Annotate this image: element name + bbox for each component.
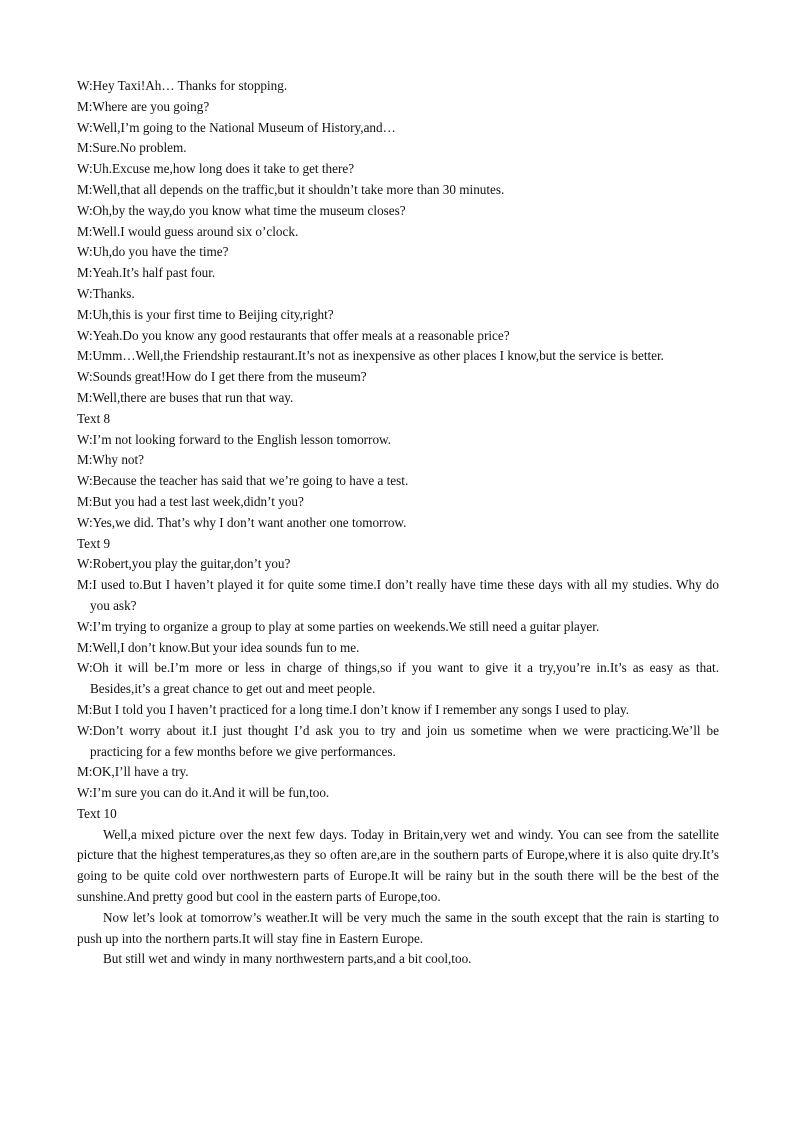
dialogue-line: W:Don’t worry about it.I just thought I’d ask you to try and join us sometime when we were practicing.We’ll be practicing for a few months before we give performances. [77, 722, 719, 759]
dialogue-line: W:Well,I’m going to the National Museum of History,and… [77, 119, 396, 135]
dialogue-line: W:Oh it will be.I’m more or less in charge of things,so if you want to give it a try,you’re in.It’s as easy as that. Besides,it’s a great chance to get out and meet people. [77, 660, 719, 697]
weather-paragraph: But still wet and windy in many northwestern parts,and a bit cool,too. [103, 951, 472, 967]
dialogue-line: M:Sure.No problem. [77, 140, 187, 156]
dialogue-line: M:Uh,this is your first time to Beijing city,right? [77, 306, 334, 322]
dialogue-line: M:Umm…Well,the Friendship restaurant.It’s not as inexpensive as other places I know,but the service is better. [77, 348, 664, 364]
dialogue-line: W:Hey Taxi!Ah… Thanks for stopping. [77, 78, 288, 93]
dialogue-line: W:I’m trying to organize a group to play at some parties on weekends.We still need a guitar player. [77, 618, 600, 634]
section-heading-text9: Text 9 [77, 535, 111, 551]
weather-paragraph: Well,a mixed picture over the next few days. Today in Britain,very wet and windy. You can see from the satellite picture that the highest temperatures,as they so often are,are in the southern parts of Europe,where it is also quite dry.It’s going to be quite cold over northwestern parts of Europe.It will be rainy but in the south there will be the best of the sunshine.And pretty good but cool in the eastern parts of Europe,too. [77, 826, 719, 905]
dialogue-line: M:Where are you going? [77, 98, 210, 114]
dialogue-line: M:But I told you I haven’t practiced for a long time.I don’t know if I remember any songs I used to play. [77, 701, 630, 717]
dialogue-line: W:Because the teacher has said that we’re going to have a test. [77, 473, 409, 489]
dialogue-line: M:Why not? [77, 452, 145, 468]
dialogue-line: W:Sounds great!How do I get there from the museum? [77, 369, 367, 385]
section-heading-text10: Text 10 [77, 805, 117, 821]
dialogue-line: W:Uh.Excuse me,how long does it take to get there? [77, 161, 355, 177]
dialogue-line: M:Well,there are buses that run that way. [77, 389, 294, 405]
dialogue-line: W:Oh,by the way,do you know what time the museum closes? [77, 202, 406, 218]
section-heading-text8: Text 8 [77, 410, 111, 426]
dialogue-line: M:OK,I’ll have a try. [77, 764, 189, 780]
dialogue-line: M:Yeah.It’s half past four. [77, 265, 216, 281]
dialogue-line: W:Uh,do you have the time? [77, 244, 229, 260]
dialogue-line: W:Thanks. [77, 285, 135, 301]
weather-paragraph: Now let’s look at tomorrow’s weather.It will be very much the same in the south except that the rain is starting to push up into the northern parts.It will stay fine in Eastern Europe. [77, 909, 719, 946]
dialogue-line: W:I’m not looking forward to the English lesson tomorrow. [77, 431, 392, 447]
dialogue-line: W:Yeah.Do you know any good restaurants that offer meals at a reasonable price? [77, 327, 510, 343]
dialogue-line: M:Well,I don’t know.But your idea sounds fun to me. [77, 639, 360, 655]
dialogue-line: W:Robert,you play the guitar,don’t you? [77, 556, 291, 572]
dialogue-line: M:Well.I would guess around six o’clock. [77, 223, 299, 239]
dialogue-line: W:I’m sure you can do it.And it will be fun,too. [77, 785, 330, 801]
dialogue-line: M:I used to.But I haven’t played it for quite some time.I don’t really have time these days with all my studies. Why do you ask? [77, 577, 719, 613]
transcript-body [77, 76, 719, 970]
dialogue-line: M:Well,that all depends on the traffic,but it shouldn’t take more than 30 minutes. [77, 181, 505, 197]
dialogue-line: W:Yes,we did. That’s why I don’t want another one tomorrow. [77, 514, 407, 530]
dialogue-line: M:But you had a test last week,didn’t you? [77, 493, 304, 509]
